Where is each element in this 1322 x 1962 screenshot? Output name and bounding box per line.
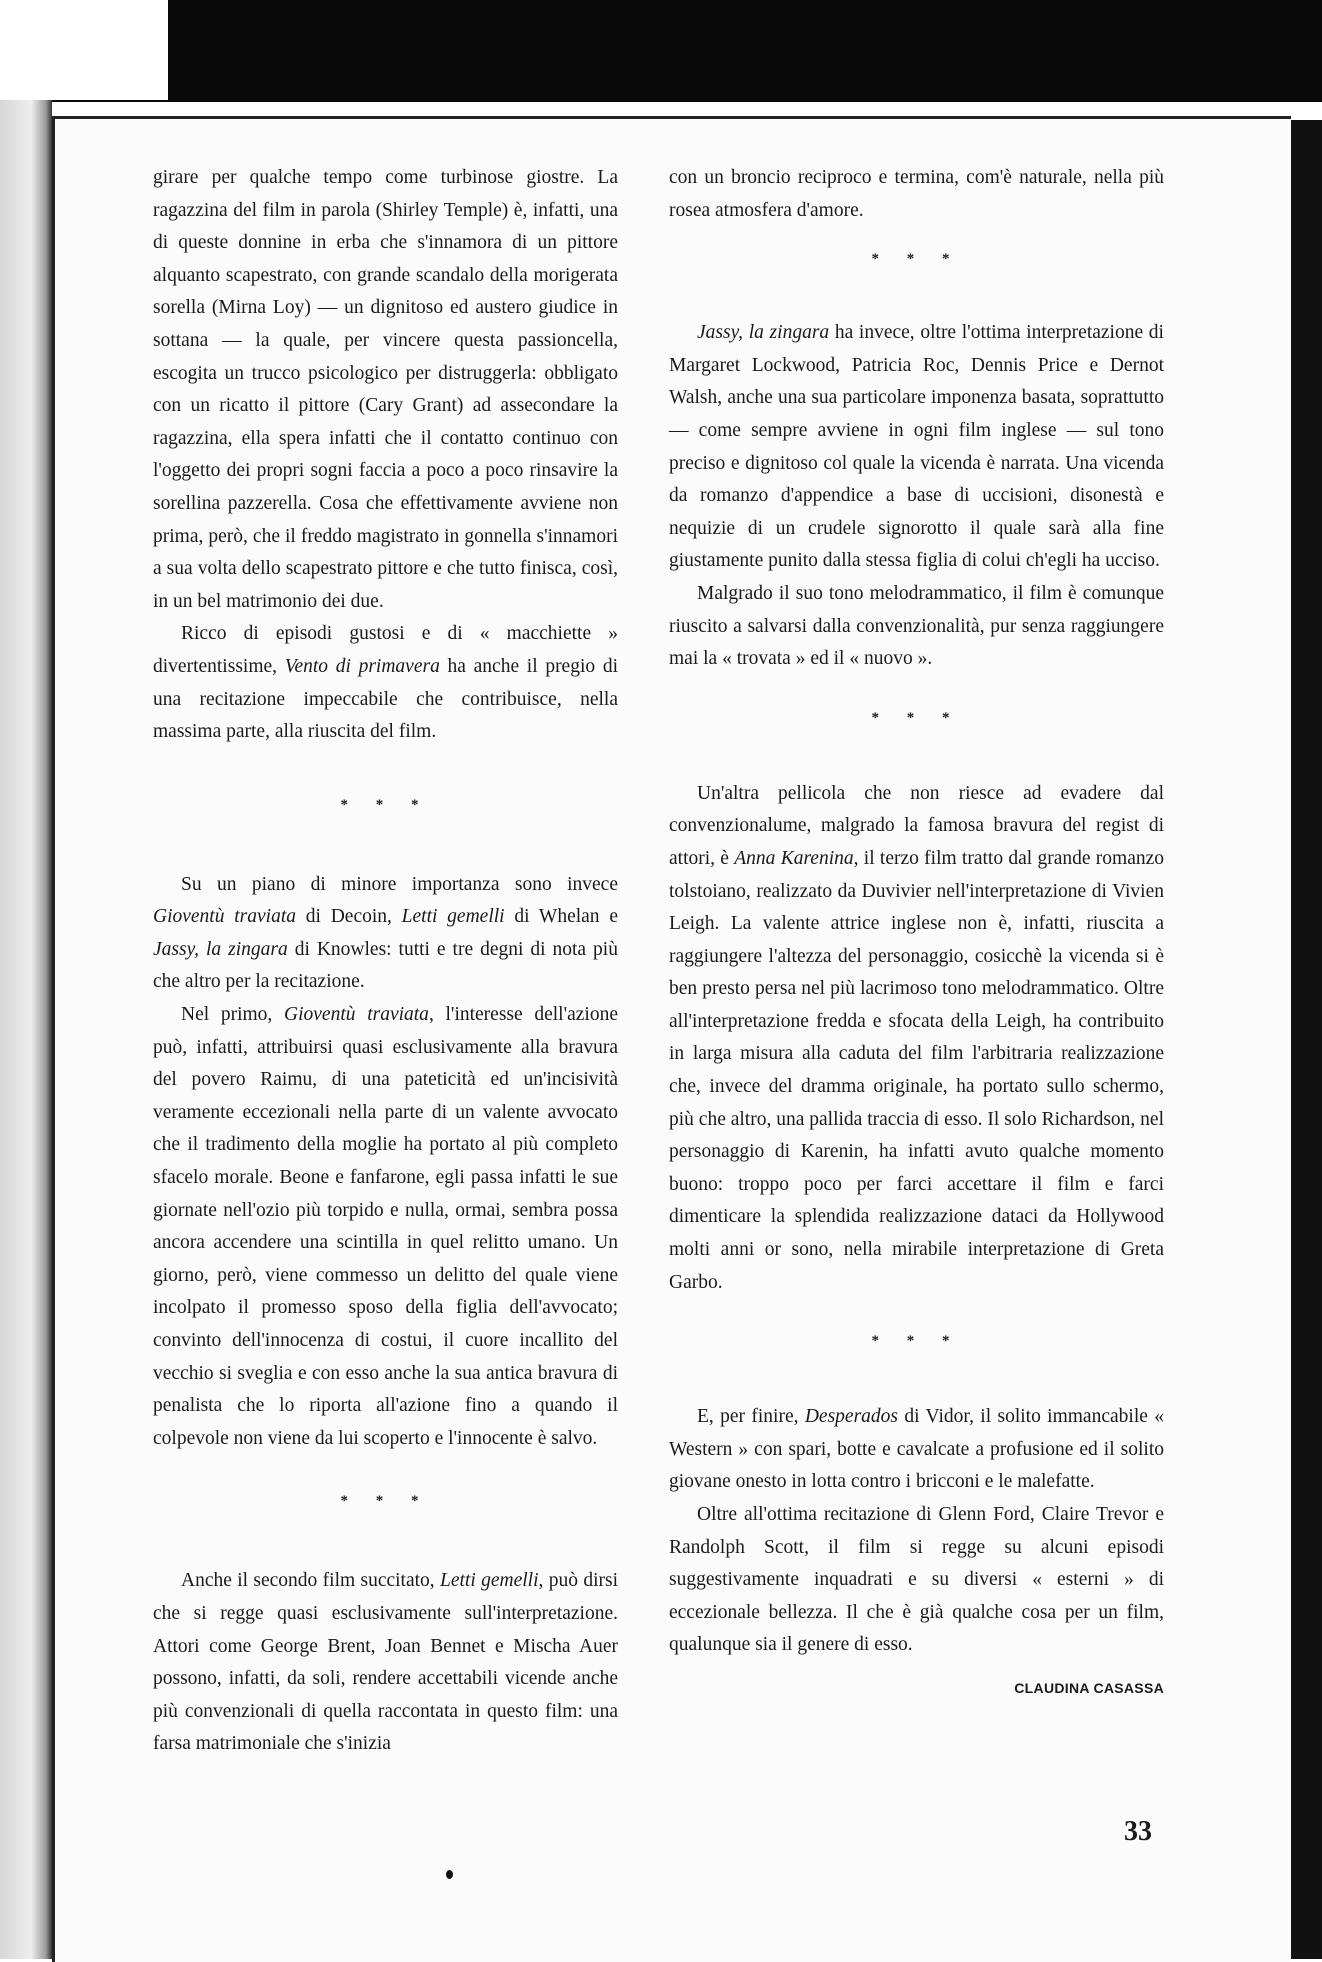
left-column: [153, 162, 618, 1761]
paragraph: E, per finire, Desperados di Vidor, il solito immancabile « Western » con spari, botte e cavalcate a profusione ed il solito giovane onesto in lotta contro i bricconi e le malefatte.: [669, 1406, 1164, 1493]
film-title: Letti gemelli: [401, 906, 505, 928]
section-separator: * * *: [340, 796, 431, 813]
film-title: Anna Karenina: [734, 847, 854, 869]
paragraph: Nel primo, Gioventù traviata, l'interesse dell'azione può, infatti, attribuirsi quasi esclusivamente alla bravura del povero Raimu, di una pateticità ed un'incisività veramente eccezionali nella parte di un valente avvocato che il tradimento della moglie ha portato al più completo sfacelo morale. Beone e fanfarone, egli passa infatti le sue giornate nell'ozio più torpido e nulla, ormai, sembra possa ancora accendere una scintilla in quel relitto umano. Un giorno, però, viene commesso un delitto del quale viene incolpato il promesso sposo della figlia dell'avvocato; convinto dell'innocenza di costui, il cuore incallito del vecchio si sveglia e con esso anche la sua antica bravura di penalista che lo riporta all'azione fino a quando il colpevole non viene da lui scoperto e l'innocente è salvo.: [153, 1004, 618, 1449]
film-title: Letti gemelli: [440, 1570, 539, 1592]
paragraph: Su un piano di minore importanza sono invece Gioventù traviata di Decoin, Letti gemelli di Whelan e Jassy, la zingara di Knowles: tutti e tre degni di nota più che altro per la recitazione.: [153, 873, 618, 993]
paragraph: con un broncio reciproco e termina, com'è naturale, nella più rosea atmosfera d'amore.: [669, 167, 1164, 221]
section-separator: * * *: [871, 709, 962, 726]
scan-left-shadow: [0, 100, 52, 1959]
paragraph: Malgrado il suo tono melodrammatico, il film è comunque riuscito a salvarsi dalla convenzionalità, pur senza raggiungere mai la « trovata » ed il « nuovo ».: [669, 582, 1164, 670]
right-column: [669, 162, 1164, 1705]
scan-top-corner: [0, 0, 168, 100]
paragraph: Anche il secondo film succitato, Letti gemelli, può dirsi che si regge quasi esclusivamente sull'interpretazione. Attori come George Brent, Joan Bennet e Mischa Auer possono, infatti, da soli, rendere accettabili vicende anche più convenzionali di quella raccontata in questo film: una farsa matrimoniale che s'inizia: [153, 1570, 618, 1755]
author-signature: CLAUDINA CASASSA: [1014, 1679, 1164, 1696]
film-title: Jassy, la zingara: [697, 322, 830, 344]
film-title: Gioventù traviata: [153, 906, 296, 928]
film-title: Jassy, la zingara: [153, 938, 288, 960]
paragraph: Oltre all'ottima recitazione di Glenn Ford, Claire Trevor e Randolph Scott, il film si regge su alcuni episodi suggestivamente inquadrati e su diversi « esterni » di eccezionale bellezza. Il che è già qualche cosa per un film, qualunque sia il genere di esso.: [669, 1504, 1164, 1656]
section-separator: * * *: [871, 251, 962, 268]
film-title: Desperados: [804, 1406, 899, 1428]
scan-top-band: [0, 0, 1322, 102]
paragraph: Jassy, la zingara ha invece, oltre l'ottima interpretazione di Margaret Lockwood, Patricia Roc, Dennis Price e Dernot Walsh, anche una sua particolare imponenza basata, soprattutto — come sempre avviene in ogni film inglese — sul tono preciso e dignitoso col quale la vicenda è narrata. Una vicenda da romanzo d'appendice a base di uccisioni, disonestà e nequizie di un crudele signorotto il quale sarà alla fine giustamente punito dalla stessa figlia di colui ch'egli ha ucciso.: [669, 322, 1164, 572]
scan-right-edge: [1288, 120, 1322, 1959]
film-title: Vento di primavera: [284, 655, 440, 677]
paragraph: girare per qualche tempo come turbinose giostre. La ragazzina del film in parola (Shirley Temple) è, infatti, una di queste donnine in erba che s'innamora di un pittore alquanto scapestrato, con grande scandalo della morigerata sorella (Mirna Loy) — un dignitoso ed austero giudice in sottana — la quale, per vincere questa passioncella, escogita un trucco psicologico per distruggerla: obbligato con un ricatto il pittore (Cary Grant) ad assecondare la ragazzina, ella spera infatti che il contatto continuo con l'oggetto dei propri sogni faccia a poco a poco rinsavire la sorellina pazzerella. Cosa che effettivamente avviene non prima, però, che il freddo magistrato in gonnella s'innamori a sua volta dello scapestrato pittore e che tutto finisca, così, in un bel matrimonio dei due.: [153, 167, 618, 612]
film-title: Gioventù traviata: [284, 1004, 429, 1026]
paragraph: Un'altra pellicola che non riesce ad evadere dal convenzionalume, malgrado la famosa bravura del regist di attori, è Anna Karenina, il terzo film tratto dal grande romanzo tolstoiano, realizzato da Duvivier nell'interpretazione di Vivien Leigh. La valente attrice inglese non è, infatti, riuscita a raggiungere l'altezza del personaggio, cosicchè la vicenda si è ben presto persa nel più lacrimoso tono melodrammatico. Oltre all'interpretazione fredda e sfocata della Leigh, ha contribuito in larga misura alla caduta del film l'arbitraria realizzazione che, invece del dramma originale, ha portato sullo schermo, più che altro, una pallida traccia di esso. Il solo Richardson, nel personaggio di Karenin, ha infatti avuto qualche momento buono: troppo poco per farci accettare il film e farci dimenticare la splendida realizzazione dataci da Hollywood molti anni or sono, nella mirabile interpretazione di Greta Garbo.: [669, 782, 1165, 1293]
bullet-mark-icon: [446, 1870, 453, 1879]
section-separator: * * *: [340, 1493, 431, 1510]
section-separator: * * *: [871, 1333, 962, 1350]
page-number: 33: [1124, 1816, 1152, 1847]
paragraph: Ricco di episodi gustosi e di « macchiette » divertentissime, Vento di primavera ha anche il pregio di una recitazione impeccabile che contribuisce, nella massima parte, alla riuscita del film.: [153, 623, 618, 743]
